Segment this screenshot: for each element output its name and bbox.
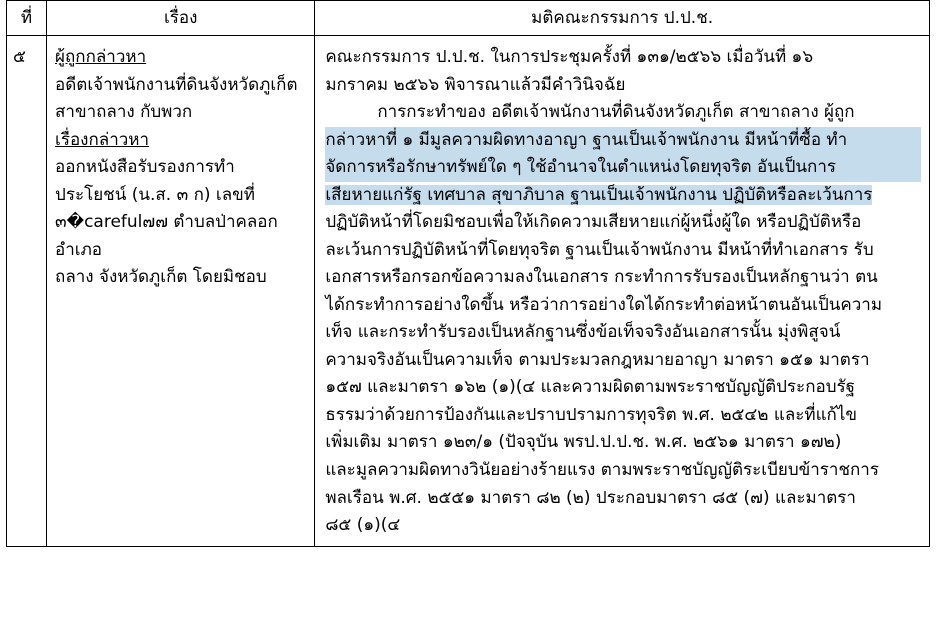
resolution-body-line-7: เอกสารหรือกรอกข้อความลงในเอกสาร กระทำการรับรองเป็นหลักฐานว่า ตน	[325, 267, 878, 288]
resolution-body-line-4	[325, 182, 921, 210]
resolution-body-line-10: ความจริงอันเป็นความเท็จ ตามประมวลกฎหมายอาญา มาตรา ๑๕๑ มาตรา	[325, 349, 870, 370]
header-label-resolution: มติคณะกรรมการ ป.ป.ช.	[531, 7, 714, 28]
resolution-body-line-14: และมูลความผิดทางวินัยอย่างร้ายแรง ตามพระราชบัญญัติระเบียบข้าราชการ	[325, 459, 879, 480]
table-row	[7, 36, 930, 547]
case-line-2: ประโยชน์ (น.ส. ๓ ก) เลขที่	[55, 184, 255, 205]
resolution-intro-line-1: คณะกรรมการ ป.ป.ช. ในการประชุมครั้งที่ ๑๓๑/๒๕๖๖ เมื่อวันที่ ๑๖	[325, 47, 814, 67]
resolution-body-line-6: ละเว้นการปฏิบัติหน้าที่โดยทุจริต ฐานเป็นเจ้าพนักงาน มีหน้าที่ทำเอกสาร รับ	[325, 239, 874, 260]
resolution-body-line-1	[325, 99, 921, 127]
resolution-body-line-9: เท็จ และกระทำรับรองเป็นหลักฐานซึ่งข้อเท็จจริงอันเอกสารนั้น มุ่งพิสูจน์	[325, 322, 841, 343]
header-label-topic: เรื่อง	[163, 7, 198, 28]
header-label-no: ที่	[20, 7, 33, 28]
resolution-intro-line-2: มกราคม ๒๕๖๖ พิจารณาแล้วมีคำวินิจฉัย	[325, 74, 626, 95]
resolution-content	[315, 36, 929, 546]
table-header-row	[7, 1, 930, 36]
topic-content	[47, 36, 314, 298]
accused-line-2: สาขาถลาง กับพวก	[55, 102, 193, 123]
resolution-body-line-11: ๑๕๗ และมาตรา ๑๖๒ (๑)(๔ และความผิดตามพระราชบัญญัติประกอบรัฐ	[325, 377, 855, 398]
case-label: เรื่องกล่าวหา	[55, 129, 150, 150]
case-line-1: ออกหนังสือรับรองการทำ	[55, 157, 235, 178]
table-body	[7, 36, 930, 547]
resolution-body-line-12: ธรรมว่าด้วยการป้องกันและปราบปรามการทุจริต พ.ศ. ๒๕๔๒ และที่แก้ไข	[325, 404, 858, 425]
accused-line-1: อดีตเจ้าพนักงานที่ดินจังหวัดภูเก็ต	[55, 74, 298, 95]
resolution-body-line-5: ปฏิบัติหน้าที่โดยมิชอบเพื่อให้เกิดความเสียหายแก่ผู้หนึ่งผู้ใด หรือปฏิบัติหรือ	[325, 212, 862, 233]
resolution-body-line-1-text: การกระทำของ อดีตเจ้าพนักงานที่ดินจังหวัดภูเก็ต สาขาถลาง ผู้ถูก	[377, 102, 855, 123]
case-line-4: ถลาง จังหวัดภูเก็ต โดยมิชอบ	[55, 267, 267, 288]
resolution-table	[6, 0, 930, 547]
header-cell-topic	[47, 1, 315, 36]
resolution-body-line-3: จัดการหรือรักษาทรัพย์ใด ๆ ใช้อำนาจในตำแหน่งโดยทุจริต อันเป็นการ	[325, 154, 921, 182]
cell-row-number	[7, 36, 47, 547]
accused-label: ผู้ถูกกล่าวหา	[55, 47, 147, 67]
resolution-body-line-2: กล่าวหาที่ ๑ มีมูลความผิดทางอาญา ฐานเป็นเจ้าพนักงาน มีหน้าที่ซื้อ ทำ	[325, 127, 921, 155]
resolution-body-line-16: ๘๕ (๑)(๔	[325, 515, 401, 536]
table-header	[7, 1, 930, 36]
resolution-body-line-8: ได้กระทำการอย่างใดขึ้น หรือว่าการอย่างใดได้กระทำต่อหน้าตนอันเป็นความ	[325, 294, 883, 315]
resolution-body-line-13: เพิ่มเติม มาตรา ๑๒๓/๑ (ปัจจุบัน พรป.ป.ป.ช. พ.ศ. ๒๕๖๑ มาตรา ๑๗๒)	[325, 432, 842, 453]
header-cell-resolution	[315, 1, 930, 36]
cell-resolution	[315, 36, 930, 547]
resolution-body-line-15: พลเรือน พ.ศ. ๒๕๕๑ มาตรา ๘๒ (๒) ประกอบมาตรา ๘๕ (๗) และมาตรา	[325, 487, 856, 508]
row-number: ๕	[13, 47, 26, 67]
case-line-3: ๓�careful๗๗ ตำบลป่าคลอก อำเภอ	[55, 212, 278, 260]
header-cell-no	[7, 1, 47, 36]
resolution-body-line-4-text: เสียหายแก่รัฐ เทศบาล สุขาภิบาล ฐานเป็นเจ้าพนักงาน ปฏิบัติหรือละเว้นการ	[325, 184, 873, 205]
cell-topic	[47, 36, 315, 547]
